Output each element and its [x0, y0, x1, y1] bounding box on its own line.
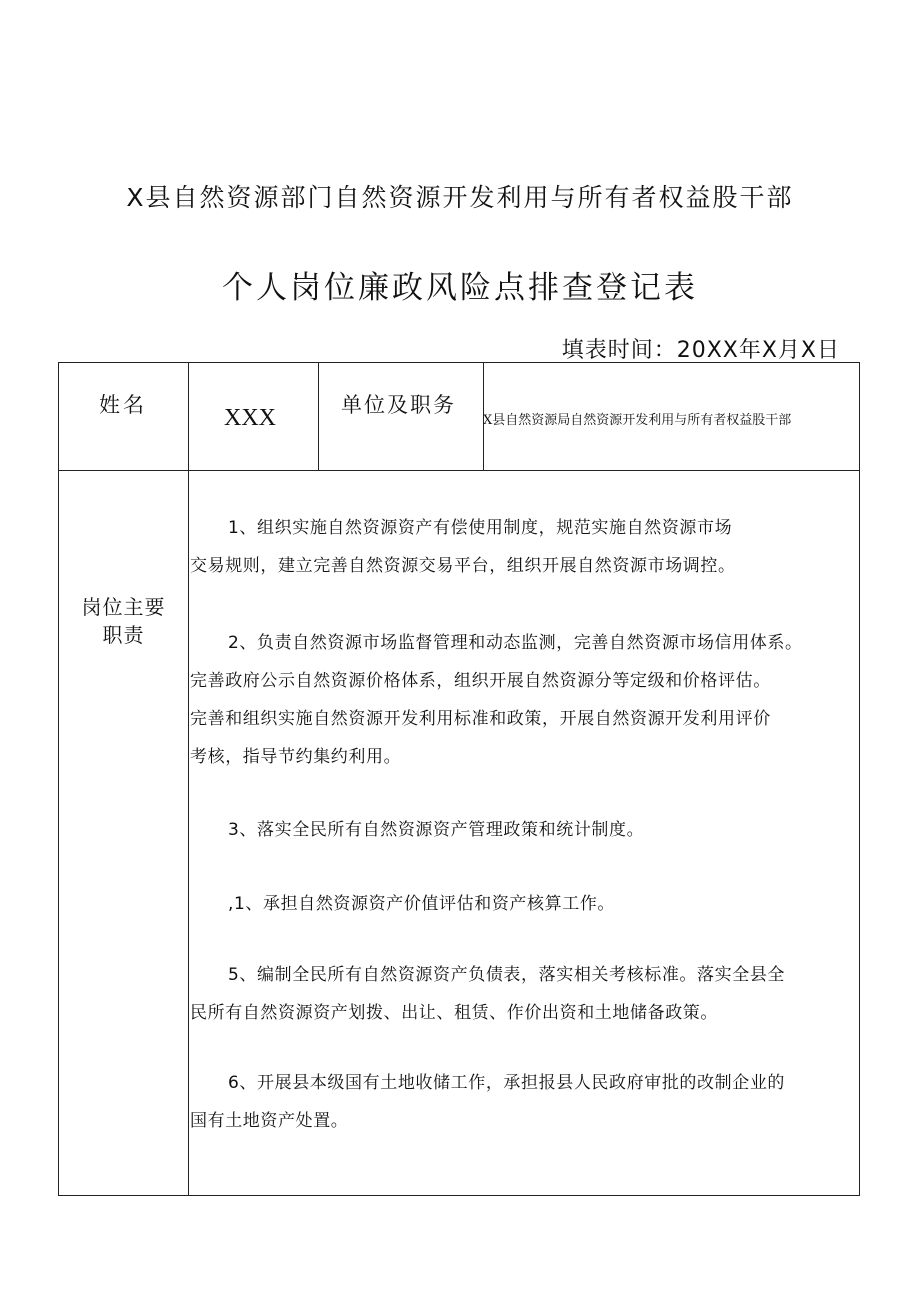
duty-item-1 — [190, 509, 862, 585]
duty-item-5 — [190, 956, 862, 1032]
duty-item-4 — [190, 885, 862, 923]
duty-2-line-1: 2、负责自然资源市场监督管理和动态监测，完善自然资源市场信用体系。 — [228, 633, 803, 653]
name-value: XXX — [224, 405, 276, 431]
duty-5-line-2: 民所有自然资源资产划拨、出让、租赁、作价出资和土地储备政策。 — [190, 1003, 718, 1023]
fill-date: 填表时间：20XX年X月X日 — [561, 338, 840, 363]
duty-6-line-2: 国有土地资产处置。 — [190, 1111, 349, 1131]
column-divider-2 — [318, 363, 319, 470]
row-divider — [59, 470, 860, 471]
main-duties-label-line-1: 岗位主要 — [81, 595, 166, 619]
document-title-line-2: 个人岗位廉政风险点排查登记表 — [222, 270, 698, 306]
duty-item-6 — [190, 1064, 862, 1140]
name-label: 姓名 — [99, 393, 147, 417]
duty-6-line-1: 6、开展县本级国有土地收储工作，承担报县人民政府审批的改制企业的 — [228, 1073, 786, 1093]
registration-table — [58, 362, 860, 1196]
duty-2-line-3: 完善和组织实施自然资源开发利用标准和政策，开展自然资源开发利用评价 — [190, 709, 771, 729]
duty-item-3 — [190, 811, 862, 849]
main-duties-label — [59, 593, 188, 649]
document-title-line-1: X县自然资源部门自然资源开发利用与所有者权益股干部 — [126, 183, 794, 212]
duty-item-2 — [190, 624, 862, 776]
duty-1-line-1: 1、组织实施自然资源资产有偿使用制度，规范实施自然资源市场 — [228, 518, 733, 538]
duty-1-line-2: 交易规则，建立完善自然资源交易平台，组织开展自然资源市场调控。 — [190, 556, 736, 576]
duty-5-line-1: 5、编制全民所有自然资源资产负债表，落实相关考核标准。落实全县全 — [228, 965, 786, 985]
duty-2-line-2: 完善政府公示自然资源价格体系，组织开展自然资源分等定级和价格评估。 — [190, 671, 771, 691]
unit-position-value: X县自然资源局自然资源开发利用与所有者权益股干部 — [483, 413, 792, 428]
duty-2-line-4: 考核，指导节约集约利用。 — [190, 747, 402, 767]
duty-4-line-1: ,1、承担自然资源资产价值评估和资产核算工作。 — [228, 894, 616, 914]
main-duties-label-line-2: 职责 — [102, 623, 145, 647]
unit-position-label: 单位及职务 — [341, 393, 456, 417]
duty-3-line-1: 3、落实全民所有自然资源资产管理政策和统计制度。 — [228, 820, 645, 840]
column-divider-1 — [188, 363, 189, 1196]
